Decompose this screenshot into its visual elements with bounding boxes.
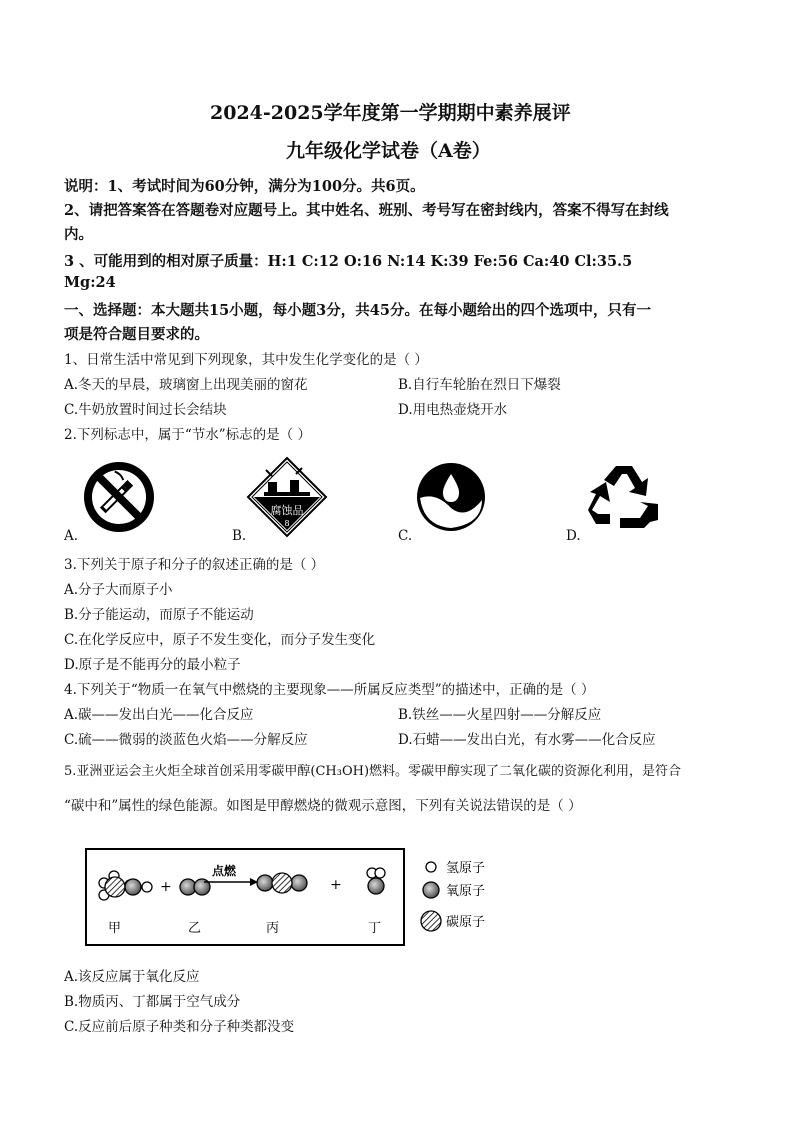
instruction-line-3-cont: Mg:24 (64, 274, 116, 291)
q5-option-b: B.物质丙、丁都属于空气成分 (64, 994, 241, 1010)
q4-option-a: A.碳——发出白光——化合反应 (64, 707, 254, 723)
q3-option-d: D.原子是不能再分的最小粒子 (64, 657, 241, 673)
corrosive-sign-icon (246, 456, 328, 538)
q4-option-d: D.石蜡——发出白光，有水雾——化合反应 (398, 732, 656, 748)
legend-carbon-icon (421, 911, 441, 931)
label-ding: 丁 (368, 921, 382, 936)
q5-stem-cont: “碳中和”属性的绿色能源。如图是甲醇燃烧的微观示意图，下列有关说法错误的是（ ） (64, 798, 582, 814)
label-jia: 甲 (108, 921, 122, 936)
section-heading: 一、选择题：本大题共15小题，每小题3分，共45分。在每小题给出的四个选项中，只有一 (64, 302, 651, 319)
recycle-sign-icon (586, 462, 662, 532)
q1-option-b: B.自行车轮胎在烈日下爆裂 (398, 377, 561, 393)
q5-stem: 5.亚洲亚运会主火炬全球首创采用零碳甲醇(CH₃OH)燃料。零碳甲醇实现了二氧化碳的资源化利用，是符合 (64, 764, 682, 779)
section-heading-cont: 项是符合题目要求的。 (64, 326, 209, 343)
q4-option-b: B.铁丝——火星四射——分解反应 (398, 707, 602, 723)
water-molecule (367, 868, 385, 894)
q2-stem: 2.下列标志中，属于“节水”标志的是（ ） (64, 427, 311, 443)
exam-title: 2024-2025学年度第一学期期中素养展评 (210, 102, 571, 124)
legend-hydrogen-icon (426, 862, 436, 872)
plus-sign-2: + (330, 877, 342, 893)
reaction-condition: 点燃 (212, 864, 237, 878)
q2-option-a-label: A. (64, 528, 79, 544)
label-yi: 乙 (188, 921, 202, 936)
legend-oxygen-icon (423, 882, 439, 898)
diagram-frame (86, 849, 404, 945)
instruction-line-3: 3 、可能用到的相对原子质量：H:1 C:12 O:16 N:14 K:39 Fe:56 Ca:40 Cl:35.5 (64, 253, 633, 270)
q2-option-d-label: D. (566, 528, 581, 544)
q5-option-c: C.反应前后原子种类和分子种类都没变 (64, 1019, 295, 1035)
plus-sign-1: + (160, 879, 172, 895)
q3-option-c: C.在化学反应中，原子不发生变化，而分子发生变化 (64, 632, 376, 648)
q3-stem: 3.下列关于原子和分子的叙述正确的是（ ） (64, 557, 325, 573)
q3-option-b: B.分子能运动，而原子不能运动 (64, 607, 254, 623)
q4-option-c: C.硫——微弱的淡蓝色火焰——分解反应 (64, 732, 308, 748)
q1-option-d: D.用电热壶烧开水 (398, 402, 508, 418)
exam-subtitle: 九年级化学试卷（A卷） (286, 140, 491, 162)
q1-option-c: C.牛奶放置时间过长会结块 (64, 402, 227, 418)
no-smoking-sign-icon (82, 460, 156, 534)
q1-option-a: A.冬天的早晨，玻璃窗上出现美丽的窗花 (64, 377, 308, 393)
q1-stem: 1、日常生活中常见到下列现象，其中发生化学变化的是（ ） (64, 352, 428, 368)
q5-option-a: A.该反应属于氧化反应 (64, 969, 200, 985)
instruction-line-2-cont: 内。 (64, 226, 93, 243)
q4-stem: 4.下列关于“物质一在氧气中燃烧的主要现象——所属反应类型”的描述中，正确的是（ ） (64, 682, 595, 698)
legend-carbon: 碳原子 (446, 915, 486, 930)
corrosive-number: 8 (284, 519, 290, 528)
water-saving-sign-icon (416, 462, 486, 532)
label-bing: 丙 (266, 921, 280, 936)
q2-option-c-label: C. (398, 528, 413, 544)
diagram-legend (421, 861, 485, 931)
corrosive-text: 腐蚀品 (270, 504, 304, 517)
carbon-dioxide-molecule (257, 873, 307, 893)
methanol-combustion-diagram (84, 843, 504, 949)
q3-option-a: A.分子大而原子小 (64, 582, 173, 598)
legend-oxygen: 氧原子 (446, 884, 486, 899)
q2-option-b-label: B. (232, 528, 247, 544)
legend-hydrogen: 氢原子 (446, 861, 486, 876)
instruction-line-1: 说明：1、考试时间为60分钟，满分为100分。共6页。 (64, 178, 425, 195)
instruction-line-2: 2、请把答案答在答题卷对应题号上。其中姓名、班别、考号写在密封线内，答案不得写在封线 (64, 202, 669, 219)
